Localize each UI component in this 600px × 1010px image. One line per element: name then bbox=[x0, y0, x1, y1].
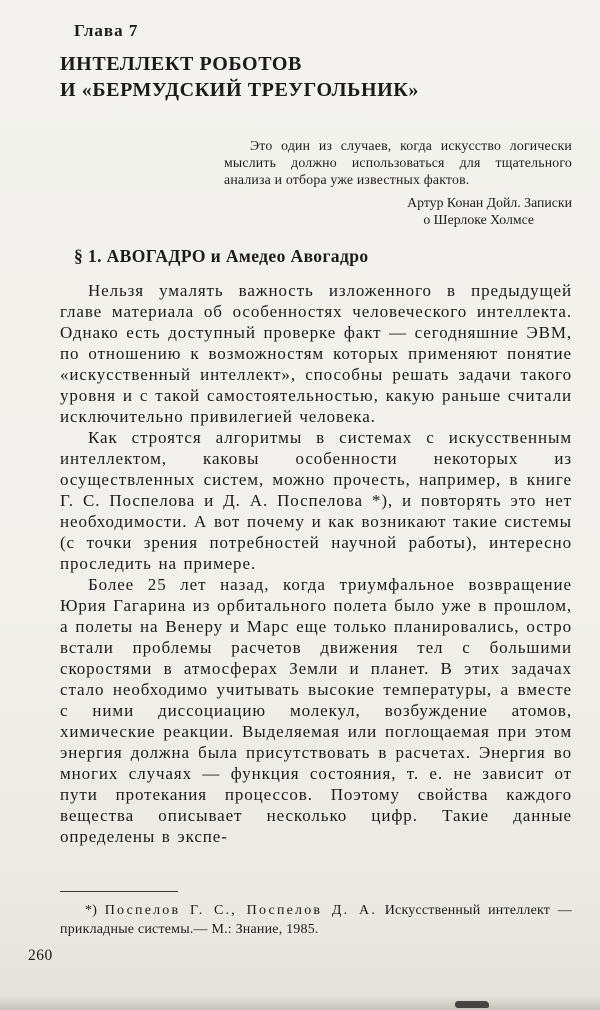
epigraph-attribution bbox=[224, 194, 572, 228]
chapter-title-line2: И «БЕРМУДСКИЙ ТРЕУГОЛЬНИК» bbox=[60, 79, 420, 101]
paragraph-2: Как строятся алгоритмы в системах с искусственным интеллектом, каковы особенности некоторых из осуществленных систем, можно прочесть, например, в книге Г. С. Поспелова и Д. А. Поспелова *), и повторять это нет необходимости. А вот почему и как возникают такие системы (с точки зрения потребностей научной работы), интересно проследить на примере. bbox=[60, 428, 572, 573]
epigraph-text: Это один из случаев, когда искусство логически мыслить должно использоваться для тщательного анализа и отбора уже известных фактов. bbox=[224, 138, 572, 187]
page-number: 260 bbox=[28, 947, 53, 964]
attribution-line1: Артур Конан Дойл. Записки bbox=[407, 195, 572, 210]
scan-artifact bbox=[455, 1001, 489, 1008]
epigraph bbox=[224, 137, 572, 228]
footnote-body: Искусственный интеллект — прикладные системы.— М.: Знание, 1985. bbox=[60, 903, 572, 937]
paragraph-3: Более 25 лет назад, когда триумфальное возвращение Юрия Гагарина из орбитального полета было уже в прошлом, а полеты на Венеру и Марс еще только планировались, остро встали проблемы расчетов движения тел с большими скоростями в атмосферах Земли и планет. В этих задачах стало необходимо учитывать высокие температуры, а вместе с ними диссоциацию молекул, возбуждение атомов, химические реакции. Выделяемая или поглощаемая при этом энергия должна была присутствовать в расчетах. Энергия во многих случаях — функция состояния, т. е. не зависит от пути протекания процессов. Поэтому свойства каждого вещества описывает несколько цифр. Такие данные определены в экспе- bbox=[60, 575, 572, 846]
footnote bbox=[60, 891, 572, 939]
section-heading: § 1. АВОГАДРО и Амедео Авогадро bbox=[74, 246, 369, 266]
chapter-label: Глава 7 bbox=[74, 21, 139, 40]
scan-shadow bbox=[0, 996, 600, 1010]
footnote-text bbox=[60, 901, 572, 939]
body-text bbox=[60, 280, 572, 847]
attribution-line2: о Шерлоке Холмсе bbox=[423, 212, 534, 227]
chapter-title bbox=[60, 51, 572, 103]
footnote-rule bbox=[60, 891, 178, 892]
paragraph-1: Нельзя умалять важность изложенного в предыдущей главе материала об особенностях человеческого интеллекта. Однако есть доступный проверке факт — сегодняшние ЭВМ, по отношению к возможностям которых применяют понятие «искусственный интеллект», способны решать задачи такого уровня и с такой самостоятельностью, какую раньше считали исключительно привилегией человека. bbox=[60, 281, 572, 426]
footnote-authors: Поспелов Г. С., Поспелов Д. А. bbox=[104, 903, 378, 918]
footnote-marker: *) bbox=[85, 903, 98, 918]
chapter-title-line1: ИНТЕЛЛЕКТ РОБОТОВ bbox=[60, 53, 302, 75]
